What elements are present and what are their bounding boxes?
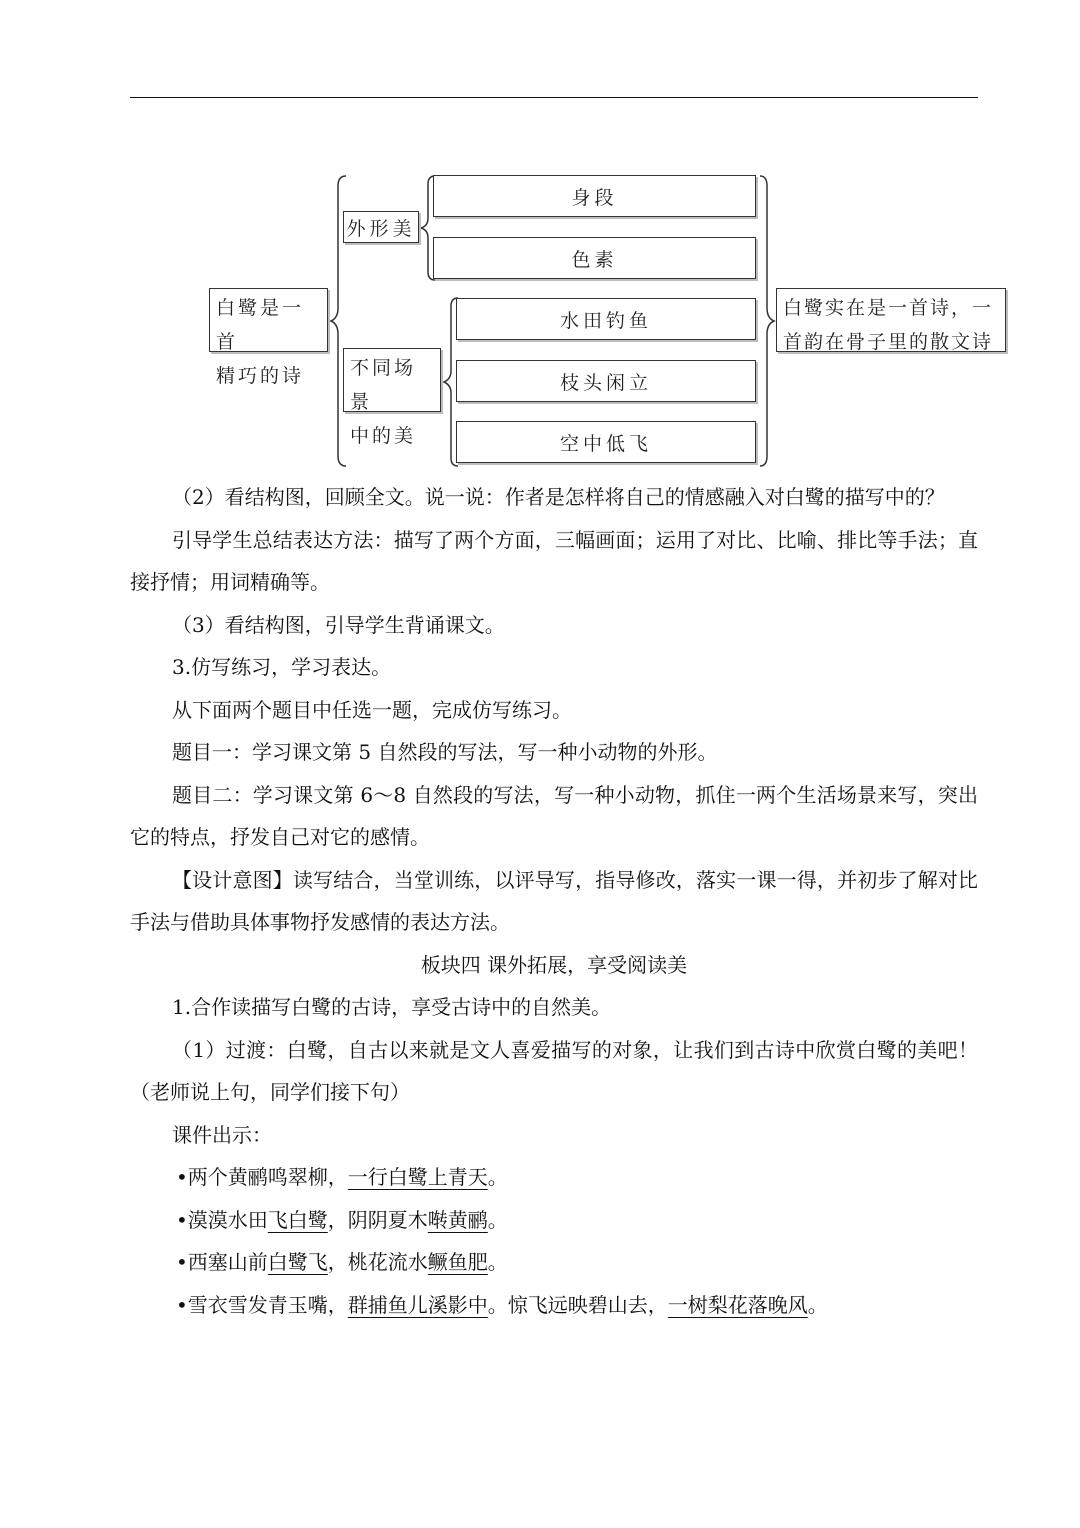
- paragraph: （1）过渡：白鹭，自古以来就是文人喜爱描写的对象，让我们到古诗中欣赏白鹭的美吧！（老师说上句，同学们接下句）: [130, 1037, 978, 1104]
- poem-text: 雪衣雪发青玉嘴，: [187, 1292, 348, 1317]
- poem-text: 。惊飞远映碧山去，: [487, 1292, 668, 1317]
- paragraph: 引导学生总结表达方法：描写了两个方面，三幅画面；运用了对比、比喻、排比等手法；直接抒情；用词精确等。: [130, 527, 978, 594]
- poem-line: [130, 1156, 978, 1199]
- scene-item-label: 水田钓鱼: [559, 309, 652, 332]
- poem-text: 。: [487, 1250, 508, 1274]
- scene-item: [456, 360, 756, 402]
- branch-appearance-box: [343, 211, 419, 243]
- root-line-2: 精巧的诗: [216, 365, 305, 387]
- poem-answer: 飞白鹭: [267, 1207, 328, 1232]
- conclusion-line-1: 白鹭实在是一首诗，一: [783, 297, 994, 319]
- poem-answer: 鳜鱼肥: [427, 1250, 488, 1274]
- paragraph: （2）看结构图，回顾全文。说一说：作者是怎样将自己的情感融入对白鹭的描写中的？: [172, 485, 945, 509]
- scene-item: [456, 421, 756, 463]
- branch-scenes-line-2: 中的美: [350, 425, 417, 447]
- appearance-item-label: 色素: [571, 248, 618, 271]
- root-line-1: 白鹭是一首: [216, 297, 305, 353]
- bullet: •: [176, 1250, 188, 1274]
- bullet: •: [176, 1165, 188, 1189]
- poem-answer: 一行白鹭上青天: [347, 1165, 488, 1189]
- poem-text: 。: [807, 1292, 828, 1317]
- appearance-item-label: 身段: [571, 186, 618, 209]
- poem-text: 。: [487, 1165, 508, 1189]
- scene-item: [456, 298, 756, 340]
- conclusion-line-2: 首韵在骨子里的散文诗: [783, 331, 994, 353]
- poem-text: 。: [487, 1207, 508, 1232]
- poem-line: [130, 1199, 978, 1242]
- section-title: 板块四 课外拓展，享受阅读美: [420, 952, 688, 977]
- paragraph: （3）看结构图，引导学生背诵课文。: [172, 612, 505, 637]
- branch-scenes-line-1: 不同场景: [350, 357, 417, 413]
- scene-item-label: 枝头闲立: [559, 371, 652, 394]
- bullet: •: [176, 1292, 188, 1317]
- structure-diagram: [0, 0, 1080, 480]
- appearance-item: [433, 237, 756, 279]
- paragraph: 1.合作读描写白鹭的古诗，享受古诗中的自然美。: [172, 995, 612, 1019]
- root-box: [209, 288, 328, 387]
- poem-line: [130, 1241, 978, 1284]
- poem-answer: 啭黄鹂: [427, 1207, 488, 1232]
- branch-appearance-label: 外形美: [346, 217, 416, 240]
- poem-text: ，阴阴夏木: [327, 1207, 428, 1232]
- poem-text: ，桃花流水: [327, 1250, 428, 1274]
- appearance-item: [433, 175, 756, 217]
- body-text: [130, 476, 978, 1326]
- bullet: •: [176, 1207, 188, 1232]
- paragraph: 题目一：学习课文第 5 自然段的写法，写一种小动物的外形。: [172, 740, 718, 764]
- poem-answer: 一树梨花落晚风: [667, 1292, 808, 1317]
- poem-text: 两个黄鹂鸣翠柳，: [187, 1165, 348, 1189]
- poem-answer: 群捕鱼儿溪影中: [347, 1292, 488, 1317]
- poem-text: 漠漠水田: [187, 1207, 268, 1232]
- design-intent: 【设计意图】读写结合，当堂训练，以评导写，指导修改，落实一课一得，并初步了解对比手法与借助具体事物抒发感情的表达方法。: [130, 867, 978, 934]
- paragraph: 题目二：学习课文第 6～8 自然段的写法，写一种小动物，抓住一两个生活场景来写，突出它的特点，抒发自己对它的感情。: [130, 782, 978, 849]
- paragraph: 从下面两个题目中任选一题，完成仿写练习。: [172, 697, 572, 722]
- paragraph: 3.仿写练习，学习表达。: [172, 655, 392, 679]
- conclusion-box: [776, 288, 1006, 352]
- poem-line: [130, 1284, 978, 1327]
- scene-item-label: 空中低飞: [559, 432, 652, 455]
- branch-scenes-box: [343, 348, 441, 447]
- poem-text: 西塞山前: [187, 1250, 268, 1274]
- paragraph: 课件出示：: [172, 1122, 272, 1147]
- poem-answer: 白鹭飞: [267, 1250, 328, 1274]
